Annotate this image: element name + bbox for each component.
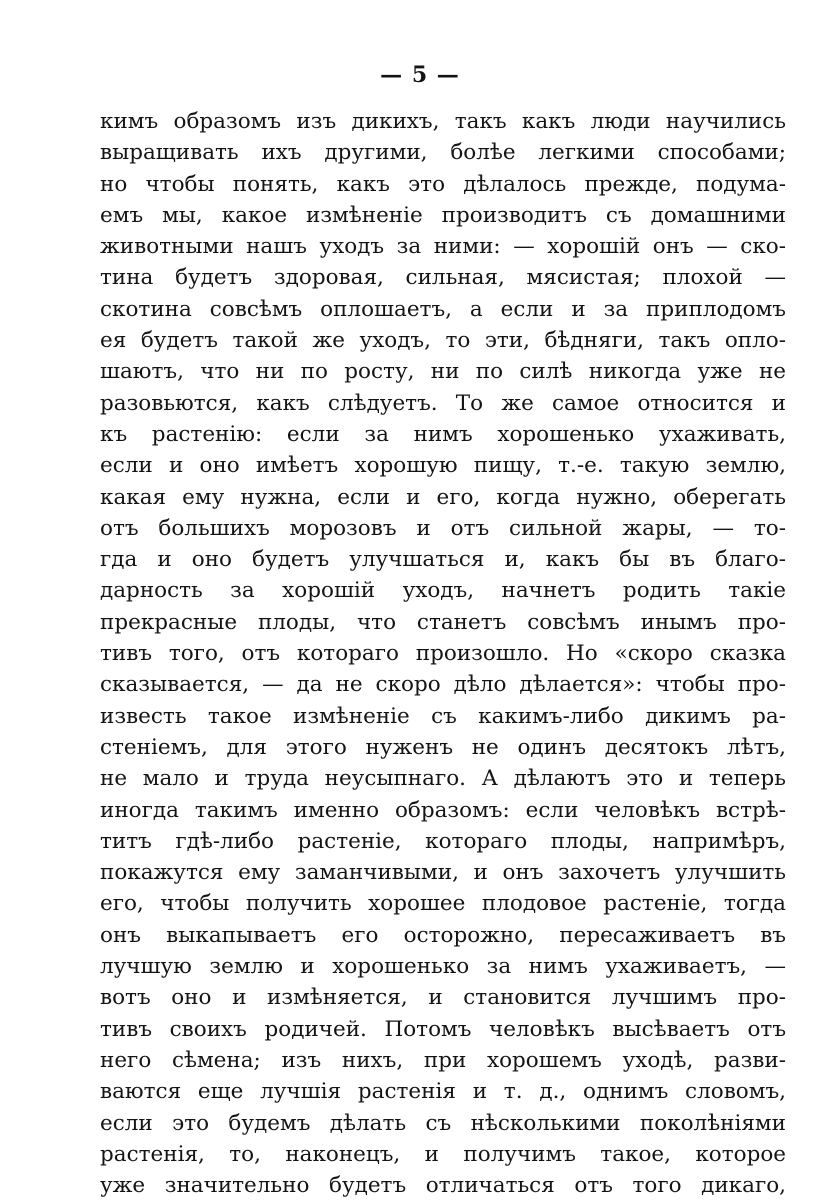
text-line: него сѣмена; изъ нихъ, при хорошемъ уходѣ, разви-: [100, 1047, 786, 1073]
text-line: онъ выкапываетъ его осторожно, пересаживаетъ въ: [100, 922, 786, 948]
text-line: къ растенію: если за нимъ хорошенько ухаживать,: [100, 421, 786, 447]
body-text: [100, 106, 786, 1201]
text-line: скотина совсѣмъ оплошаетъ, а если и за приплодомъ: [100, 296, 786, 322]
text-line: ея будетъ такой же уходъ, то эти, бѣдняги, такъ опло-: [100, 328, 786, 354]
text-line: титъ гдѣ-либо растеніе, котораго плоды, напримѣръ,: [100, 828, 786, 854]
text-line: животными нашъ уходъ за ними: — хорошій онъ — ско-: [100, 234, 786, 260]
text-line: тивъ своихъ родичей. Потомъ человѣкъ высѣваетъ отъ: [100, 1016, 786, 1042]
text-line: разовьются, какъ слѣдуетъ. То же самое относится и: [100, 390, 786, 416]
text-line: дарность за хорошій уходъ, начнетъ родить такіе: [100, 578, 786, 604]
text-line: какая ему нужна, если и его, когда нужно, оберегать: [100, 484, 786, 510]
text-line: отъ большихъ морозовъ и отъ сильной жары, — то-: [100, 515, 786, 541]
text-line: ваются еще лучшія растенія и т. д., однимъ словомъ,: [100, 1079, 786, 1105]
text-line: уже значительно будетъ отличаться отъ того дикаго,: [100, 1173, 786, 1199]
text-line: если это будемъ дѣлать съ нѣсколькими поколѣніями: [100, 1110, 786, 1136]
text-line: растенія, то, наконецъ, и получимъ такое, которое: [100, 1141, 786, 1167]
text-line: тивъ того, отъ котораго произошло. Но «скоро сказка: [100, 641, 786, 667]
text-line: стеніемъ, для этого нуженъ не одинъ десятокъ лѣтъ,: [100, 734, 786, 760]
text-line: если и оно имѣетъ хорошую пищу, т.-е. такую землю,: [100, 453, 786, 479]
page-number: — 5 —: [380, 62, 460, 88]
text-line: шаютъ, что ни по росту, ни по силѣ никогда уже не: [100, 359, 786, 385]
text-line: емъ мы, какое измѣненіе производитъ съ домашними: [100, 202, 786, 228]
text-line: прекрасные плоды, что станетъ совсѣмъ инымъ про-: [100, 609, 786, 635]
text-line: гда и оно будетъ улучшаться и, какъ бы въ благо-: [100, 547, 786, 573]
text-line: тина будетъ здоровая, сильная, мясистая; плохой —: [100, 265, 786, 291]
text-line: сказывается, — да не скоро дѣло дѣлается»: чтобы про-: [100, 672, 786, 698]
text-line: его, чтобы получить хорошее плодовое растеніе, тогда: [100, 891, 786, 917]
text-line: вотъ оно и измѣняется, и становится лучшимъ про-: [100, 985, 786, 1011]
text-line: не мало и труда неусыпнаго. А дѣлаютъ это и теперь: [100, 766, 786, 792]
text-line: иногда такимъ именно образомъ: если человѣкъ встрѣ-: [100, 797, 786, 823]
text-line: выращивать ихъ другими, болѣе легкими способами;: [100, 140, 786, 166]
text-line: лучшую землю и хорошенько за нимъ ухаживаетъ, —: [100, 954, 786, 980]
text-line: но чтобы понять, какъ это дѣлалось прежде, подума-: [100, 171, 786, 197]
text-line: покажутся ему заманчивыми, и онъ захочетъ улучшить: [100, 860, 786, 886]
text-line: известь такое измѣненіе съ какимъ-либо дикимъ ра-: [100, 703, 786, 729]
text-line: кимъ образомъ изъ дикихъ, такъ какъ люди научились: [100, 109, 786, 134]
